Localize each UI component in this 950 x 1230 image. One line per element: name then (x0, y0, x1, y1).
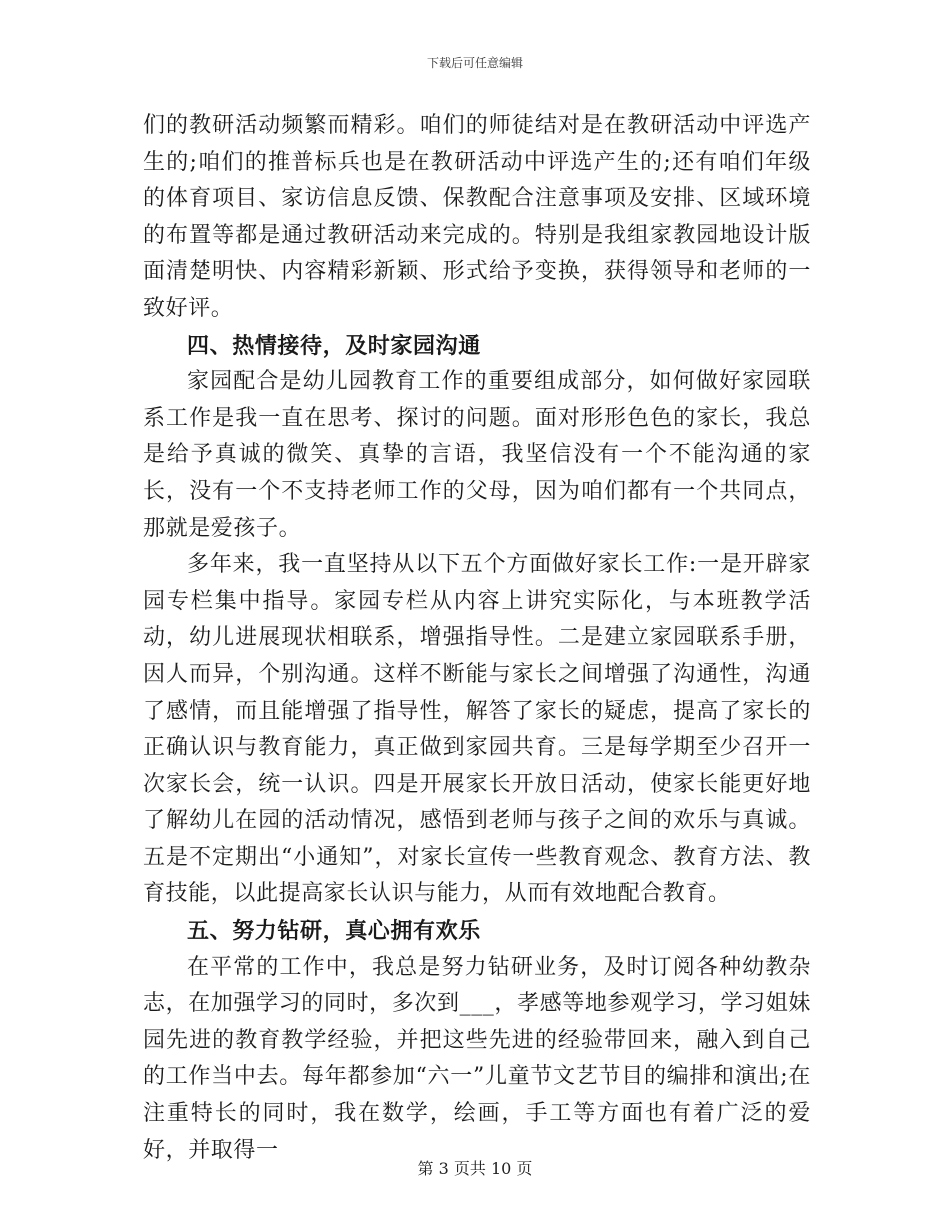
section-heading-4: 四、热情接待，及时家园沟通 (187, 332, 481, 359)
section-heading-5: 五、努力钻研，真心拥有欢乐 (187, 918, 481, 945)
document-body (143, 108, 811, 1169)
paragraph-home-school: 家园配合是幼儿园教育工作的重要组成部分，如何做好家园联系工作是我一直在思考、探讨的问题。面对形形色色的家长，我总是给予真诚的微笑、真挚的言语，我坚信没有一个不能沟通的家长，没有一个不支持老师工作的父母，因为咱们都有一个共同点，那就是爱孩子。 (143, 369, 811, 541)
paragraph-continuation: 们的教研活动频繁而精彩。咱们的师徒结对是在教研活动中评选产生的;咱们的推普标兵也是在教研活动中评选产生的;还有咱们年级的体育项目、家访信息反馈、保教配合注意事项及安排、区域环境的布置等都是通过教研活动来完成的。特别是我组家教园地设计版面清楚明快、内容精彩新颖、形式给予变换，获得领导和老师的一致好评。 (143, 113, 811, 321)
page-number: 第 3 页共 10 页 (417, 1159, 533, 1178)
page-header: 下载后可任意编辑 (426, 56, 523, 70)
paragraph-parent-work: 多年来，我一直坚持从以下五个方面做好家长工作:一是开辟家园专栏集中指导。家园专栏从内容上讲究实际化，与本班教学活动，幼儿进展现状相联系，增强指导性。二是建立家园联系手册，因人而异，个别沟通。这样不断能与家长之间增强了沟通性，沟通了感情，而且能增强了指导性，解答了家长的疑虑，提高了家长的正确认识与教育能力，真正做到家园共育。三是每学期至少召开一次家长会，统一认识。四是开展家长开放日活动，使家长能更好地了解幼儿在园的活动情况，感悟到老师与孩子之间的欢乐与真诚。五是不定期出“小通知”，对家长宣传一些教育观念、教育方法、教育技能，以此提高家长认识与能力，从而有效地配合教育。 (143, 552, 811, 907)
paragraph-study: 在平常的工作中，我总是努力钻研业务，及时订阅各种幼教杂志，在加强学习的同时，多次到___，孝感等地参观学习，学习姐妹园先进的教育教学经验，并把这些先进的经验带回来，融入到自己的工作当中去。每年都参加“六一”儿童节文艺节目的编排和演出;在注重特长的同时，我在数学，绘画，手工等方面也有着广泛的爱好，并取得一 (143, 954, 811, 1163)
